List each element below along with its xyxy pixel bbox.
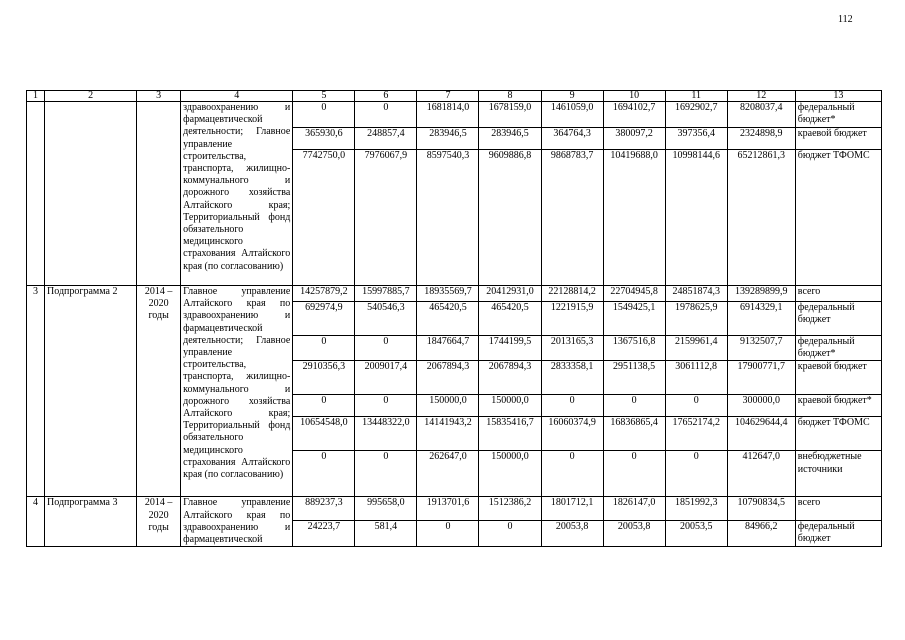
funding-source-cell: краевой бюджет <box>795 128 881 150</box>
amount-cell: 139289899,9 <box>727 286 795 302</box>
amount-cell: 1692902,7 <box>665 102 727 128</box>
amount-cell: 20053,8 <box>603 520 665 547</box>
period-cell: 2014 – 2020 годы <box>137 286 181 497</box>
col-header: 8 <box>479 91 541 102</box>
amount-cell: 84966,2 <box>727 520 795 547</box>
amount-cell: 1221915,9 <box>541 302 603 336</box>
col-header: 7 <box>417 91 479 102</box>
amount-cell: 412647,0 <box>727 451 795 497</box>
amount-cell: 14257879,2 <box>293 286 355 302</box>
amount-cell: 1744199,5 <box>479 336 541 361</box>
amount-cell: 3061112,8 <box>665 361 727 395</box>
amount-cell: 995658,0 <box>355 497 417 520</box>
amount-cell: 2067894,3 <box>479 361 541 395</box>
amount-cell: 20412931,0 <box>479 286 541 302</box>
amount-cell: 10790834,5 <box>727 497 795 520</box>
amount-cell: 1367516,8 <box>603 336 665 361</box>
amount-cell: 65212861,3 <box>727 150 795 286</box>
amount-cell: 0 <box>603 395 665 417</box>
amount-cell: 2951138,5 <box>603 361 665 395</box>
amount-cell: 17900771,7 <box>727 361 795 395</box>
amount-cell: 22704945,8 <box>603 286 665 302</box>
funding-source-cell: внебюджетные источники <box>795 451 881 497</box>
amount-cell: 0 <box>293 451 355 497</box>
amount-cell: 150000,0 <box>479 451 541 497</box>
amount-cell: 397356,4 <box>665 128 727 150</box>
amount-cell: 1978625,9 <box>665 302 727 336</box>
amount-cell: 10654548,0 <box>293 417 355 451</box>
responsible-executors-cell: здравоохранению и фармацевтической деятельности; Главное управление строительства, транспорта, жилищно-коммунального и дорожного хозяйства Алтайского края; Территориальный фонд обязательного медицинского страхования Алтайского края (по согласованию) <box>181 102 293 286</box>
amount-cell: 1549425,1 <box>603 302 665 336</box>
amount-cell: 0 <box>541 451 603 497</box>
amount-cell: 10419688,0 <box>603 150 665 286</box>
amount-cell: 248857,4 <box>355 128 417 150</box>
funding-source-cell: федеральный бюджет* <box>795 102 881 128</box>
amount-cell: 0 <box>355 451 417 497</box>
period-cell <box>137 102 181 286</box>
col-header: 10 <box>603 91 665 102</box>
amount-cell: 465420,5 <box>479 302 541 336</box>
responsible-executors-cell: Главное управление Алтайского края по здравоохранению и фармацевтической деятельности; Главное управление строительства, транспорта, жилищно-коммунального и дорожного хозяйства Алтайского края; Территориальный фонд обязательного медицинского страхования Алтайского края (по согласованию) <box>181 286 293 497</box>
amount-cell: 150000,0 <box>479 395 541 417</box>
amount-cell: 7742750,0 <box>293 150 355 286</box>
col-header: 2 <box>45 91 137 102</box>
amount-cell: 1678159,0 <box>479 102 541 128</box>
amount-cell: 1913701,6 <box>417 497 479 520</box>
amount-cell: 9609886,8 <box>479 150 541 286</box>
amount-cell: 0 <box>355 395 417 417</box>
amount-cell: 2159961,4 <box>665 336 727 361</box>
amount-cell: 540546,3 <box>355 302 417 336</box>
col-header: 11 <box>665 91 727 102</box>
amount-cell: 20053,8 <box>541 520 603 547</box>
amount-cell: 22128814,2 <box>541 286 603 302</box>
amount-cell: 581,4 <box>355 520 417 547</box>
responsible-executors-cell: Главное управление Алтайского края по здравоохранению и фармацевтической <box>181 497 293 547</box>
amount-cell: 15835416,7 <box>479 417 541 451</box>
amount-cell: 15997885,7 <box>355 286 417 302</box>
amount-cell: 13448322,0 <box>355 417 417 451</box>
funding-source-cell: федеральный бюджет <box>795 520 881 547</box>
amount-cell: 0 <box>479 520 541 547</box>
col-header: 13 <box>795 91 881 102</box>
amount-cell: 1512386,2 <box>479 497 541 520</box>
financing-table <box>26 90 882 547</box>
amount-cell: 16060374,9 <box>541 417 603 451</box>
col-header: 1 <box>27 91 45 102</box>
amount-cell: 2910356,3 <box>293 361 355 395</box>
table-row <box>27 497 882 520</box>
amount-cell: 0 <box>665 395 727 417</box>
amount-cell: 17652174,2 <box>665 417 727 451</box>
amount-cell: 692974,9 <box>293 302 355 336</box>
col-header: 9 <box>541 91 603 102</box>
amount-cell: 104629644,4 <box>727 417 795 451</box>
amount-cell: 7976067,9 <box>355 150 417 286</box>
amount-cell: 300000,0 <box>727 395 795 417</box>
amount-cell: 0 <box>541 395 603 417</box>
subprogram-name-cell <box>45 102 137 286</box>
funding-source-cell: всего <box>795 497 881 520</box>
amount-cell: 2013165,3 <box>541 336 603 361</box>
amount-cell: 24851874,3 <box>665 286 727 302</box>
amount-cell: 283946,5 <box>417 128 479 150</box>
amount-cell: 0 <box>665 451 727 497</box>
amount-cell: 18935569,7 <box>417 286 479 302</box>
amount-cell: 24223,7 <box>293 520 355 547</box>
funding-source-cell: бюджет ТФОМС <box>795 150 881 286</box>
amount-cell: 1826147,0 <box>603 497 665 520</box>
row-index-cell <box>27 102 45 286</box>
amount-cell: 9868783,7 <box>541 150 603 286</box>
col-header: 12 <box>727 91 795 102</box>
amount-cell: 0 <box>293 102 355 128</box>
amount-cell: 380097,2 <box>603 128 665 150</box>
col-header: 3 <box>137 91 181 102</box>
amount-cell: 465420,5 <box>417 302 479 336</box>
amount-cell: 10998144,6 <box>665 150 727 286</box>
amount-cell: 2009017,4 <box>355 361 417 395</box>
funding-source-cell: краевой бюджет <box>795 361 881 395</box>
amount-cell: 364764,3 <box>541 128 603 150</box>
subprogram-name-cell: Подпрограмма 3 <box>45 497 137 547</box>
subprogram-name-cell: Подпрограмма 2 <box>45 286 137 497</box>
table-row <box>27 102 882 128</box>
amount-cell: 16836865,4 <box>603 417 665 451</box>
amount-cell: 0 <box>355 102 417 128</box>
funding-source-cell: всего <box>795 286 881 302</box>
amount-cell: 1801712,1 <box>541 497 603 520</box>
col-header: 6 <box>355 91 417 102</box>
funding-source-cell: федеральный бюджет <box>795 302 881 336</box>
amount-cell: 0 <box>417 520 479 547</box>
amount-cell: 889237,3 <box>293 497 355 520</box>
amount-cell: 0 <box>293 336 355 361</box>
amount-cell: 6914329,1 <box>727 302 795 336</box>
row-index-cell: 4 <box>27 497 45 547</box>
amount-cell: 1461059,0 <box>541 102 603 128</box>
amount-cell: 20053,5 <box>665 520 727 547</box>
amount-cell: 8208037,4 <box>727 102 795 128</box>
amount-cell: 365930,6 <box>293 128 355 150</box>
funding-source-cell: федеральный бюджет* <box>795 336 881 361</box>
col-header: 5 <box>293 91 355 102</box>
amount-cell: 9132507,7 <box>727 336 795 361</box>
funding-source-cell: краевой бюджет* <box>795 395 881 417</box>
table-row <box>27 286 882 302</box>
amount-cell: 8597540,3 <box>417 150 479 286</box>
amount-cell: 2067894,3 <box>417 361 479 395</box>
header-row <box>27 91 882 102</box>
amount-cell: 150000,0 <box>417 395 479 417</box>
amount-cell: 1847664,7 <box>417 336 479 361</box>
amount-cell: 2833358,1 <box>541 361 603 395</box>
amount-cell: 283946,5 <box>479 128 541 150</box>
row-index-cell: 3 <box>27 286 45 497</box>
funding-source-cell: бюджет ТФОМС <box>795 417 881 451</box>
amount-cell: 1694102,7 <box>603 102 665 128</box>
amount-cell: 1851992,3 <box>665 497 727 520</box>
amount-cell: 0 <box>603 451 665 497</box>
page-number: 112 <box>838 14 853 25</box>
amount-cell: 14141943,2 <box>417 417 479 451</box>
amount-cell: 1681814,0 <box>417 102 479 128</box>
amount-cell: 0 <box>293 395 355 417</box>
period-cell: 2014 – 2020 годы <box>137 497 181 547</box>
amount-cell: 262647,0 <box>417 451 479 497</box>
col-header: 4 <box>181 91 293 102</box>
amount-cell: 0 <box>355 336 417 361</box>
amount-cell: 2324898,9 <box>727 128 795 150</box>
